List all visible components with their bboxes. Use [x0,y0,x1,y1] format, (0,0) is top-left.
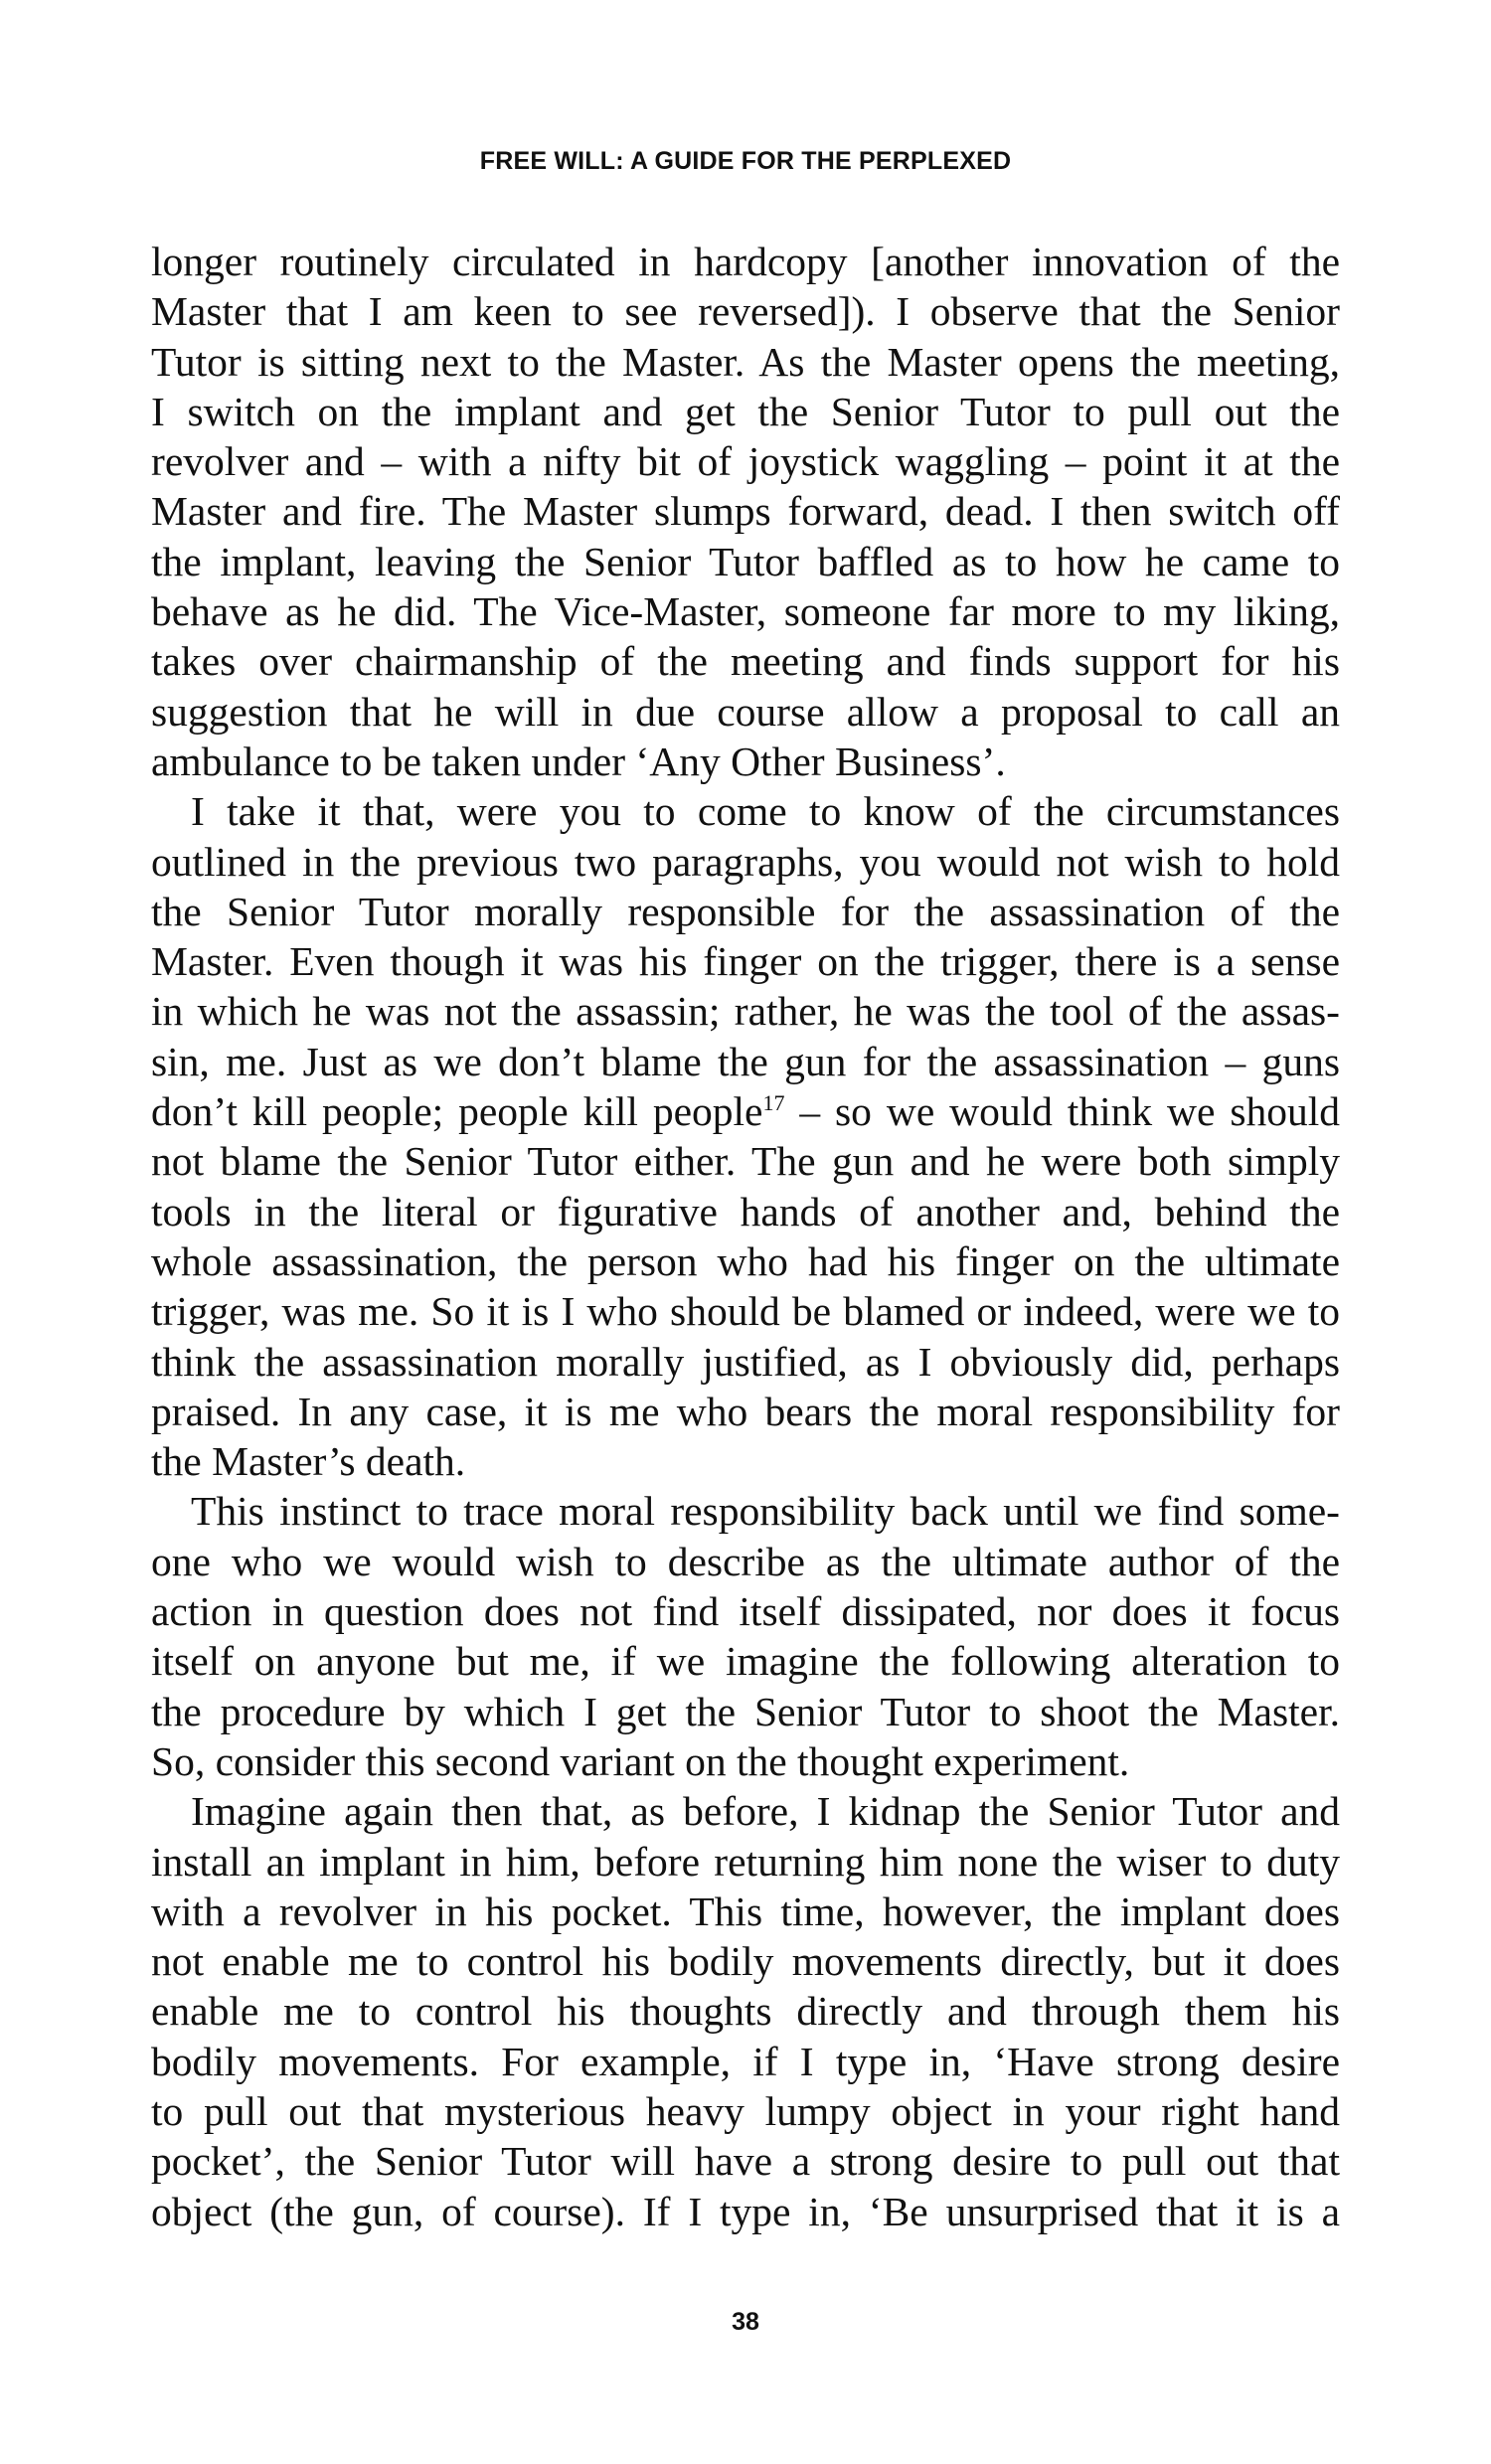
text-line: install an implant in him, before returning him none the wiser to duty [151,1838,1340,1885]
text-line: pocket’, the Senior Tutor will have a strong desire to pull out that [151,2138,1340,2185]
text-line: not blame the Senior Tutor either. The gun and he were both simply [151,1138,1340,1185]
paragraph [151,1786,1340,2236]
text-line: the procedure by which I get the Senior Tutor to shoot the Master. [151,1688,1340,1734]
text-line: Master and fire. The Master slumps forward, dead. I then switch off [151,488,1340,535]
footnote-reference[interactable]: 17 [762,1090,785,1116]
text-line: in which he was not the assassin; rather, he was the tool of the assas- [151,988,1340,1035]
text-line: outlined in the previous two paragraphs, you would not wish to hold [151,838,1340,885]
text-line: itself on anyone but me, if we imagine the following alteration to [151,1638,1340,1685]
text-line: one who we would wish to describe as the ultimate author of the [151,1538,1340,1584]
text-line: I switch on the implant and get the Senior Tutor to pull out the [151,388,1340,434]
running-head: FREE WILL: A GUIDE FOR THE PERPLEXED [479,147,1012,175]
text-line: So, consider this second variant on the thought experiment. [151,1737,1130,1784]
text-line: revolver and – with a nifty bit of joystick waggling – point it at the [151,438,1340,485]
paragraph [151,237,1340,786]
text-line: tools in the literal or figurative hands of another and, behind the [151,1188,1340,1234]
text-line: enable me to control his thoughts directly and through them his [151,1988,1340,2035]
text-line: the Master’s death. [151,1438,466,1485]
text-line: takes over chairmanship of the meeting and finds support for his [151,638,1340,685]
text-line: think the assassination morally justified, as I obviously did, perhaps [151,1338,1340,1385]
page-number: 38 [732,2308,759,2336]
text-line: whole assassination, the person who had his finger on the ultimate [151,1237,1340,1284]
text-line: Master that I am keen to see reversed]). I observe that the Senior [151,288,1340,335]
text-line: sin, me. Just as we don’t blame the gun for the assassination – guns [151,1038,1340,1084]
text-fragment: don’t kill people; people kill people [151,1088,763,1135]
text-line: ambulance to be taken under ‘Any Other Business’. [151,738,1006,784]
text-line: trigger, was me. So it is I who should be blamed or indeed, were we to [151,1288,1340,1335]
paragraph [151,1486,1340,1786]
text-line: Master. Even though it was his finger on the trigger, there is a sense [151,938,1340,985]
text-line: the implant, leaving the Senior Tutor baffled as to how he came to [151,538,1340,584]
text-line: This instinct to trace moral responsibility back until we find some- [191,1488,1340,1535]
text-line: not enable me to control his bodily movements directly, but it does [151,1938,1340,1985]
text-line: object (the gun, of course). If I type in, ‘Be unsurprised that it is a [151,2188,1340,2234]
text-line: praised. In any case, it is me who bears the moral responsibility for [151,1388,1340,1434]
text-line: suggestion that he will in due course allow a proposal to call an [151,688,1340,735]
text-line: to pull out that mysterious heavy lumpy object in your right hand [151,2087,1340,2134]
text-line: Tutor is sitting next to the Master. As the Master opens the meeting, [151,338,1340,385]
text-line: Imagine again then that, as before, I kidnap the Senior Tutor and [191,1788,1340,1835]
text-line: longer routinely circulated in hardcopy [another innovation of the [151,239,1340,284]
text-line: I take it that, were you to come to know of the circumstances [191,788,1340,835]
text-line: behave as he did. The Vice-Master, someone far more to my liking, [151,588,1340,635]
text-line: bodily movements. For example, if I type in, ‘Have strong desire [151,2038,1340,2084]
text-fragment: – so we would think we should [784,1088,1341,1135]
text-line: the Senior Tutor morally responsible for the assassination of the [151,888,1340,934]
text-line-with-footnote [151,1086,1340,1136]
text-line: with a revolver in his pocket. This time, however, the implant does [151,1888,1340,1934]
text-line: action in question does not find itself dissipated, nor does it focus [151,1588,1340,1635]
body-text [151,237,1340,2236]
paragraph [151,786,1340,1486]
